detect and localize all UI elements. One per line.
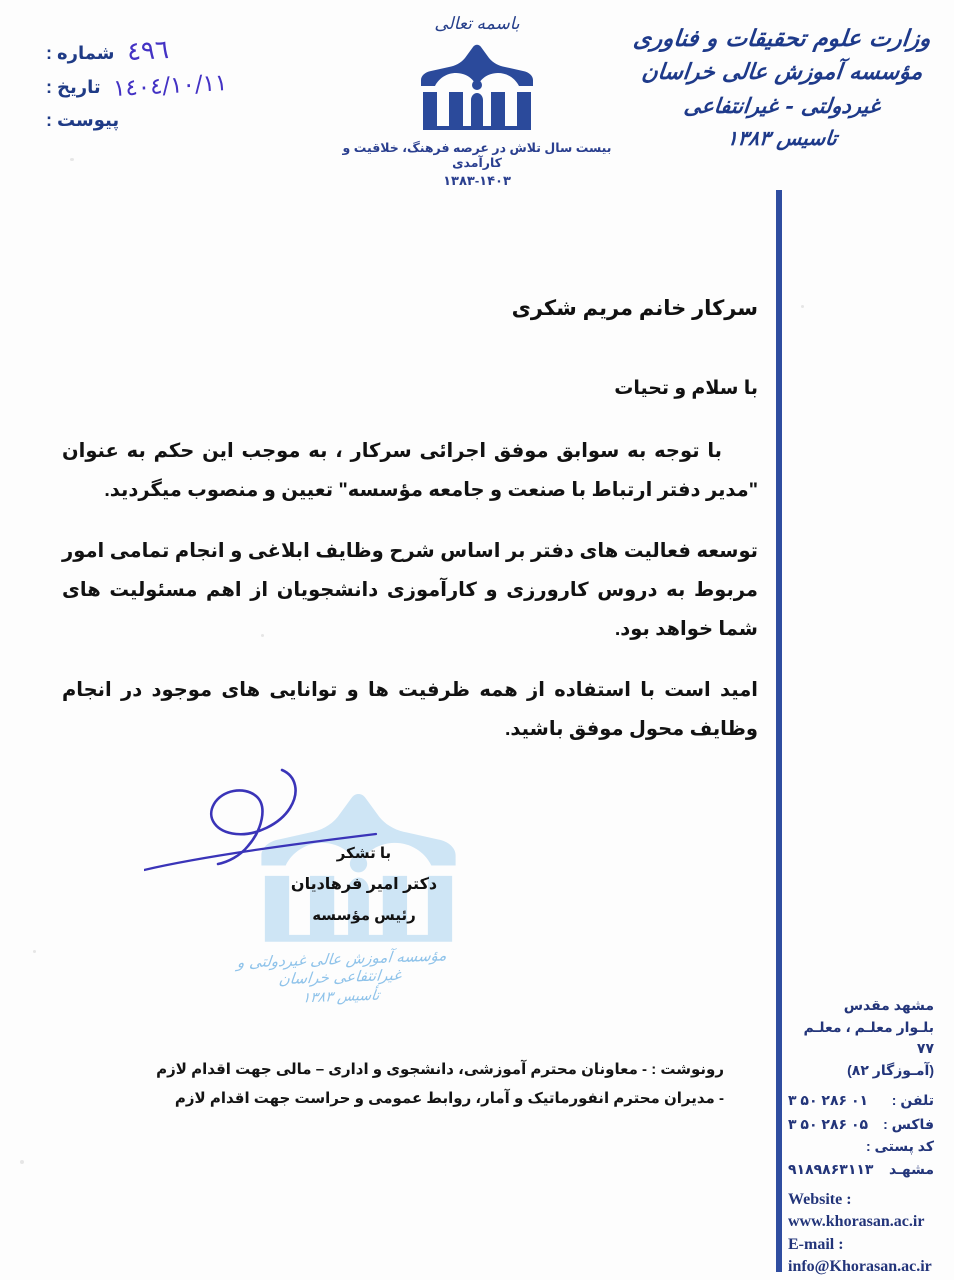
official-stamp	[206, 946, 476, 1007]
footer-fax-value: ۳ ۵۰ ۲۸۶ ۰۵	[788, 1115, 869, 1132]
footer-postal-label: کد پستی :	[865, 1138, 934, 1155]
footer-postal-value: ۹۱۸۹۸۶۳۱۱۳	[788, 1161, 874, 1178]
cc-line-1: رونوشت : - معاونان محترم آموزشی، دانشجوی و اداری – مالی جهت اقدام لازم	[156, 1061, 724, 1078]
letterhead-institute: مؤسسه آموزش عالی خراسان	[640, 59, 924, 86]
signature-closing: با تشکر	[336, 845, 392, 862]
meta-row-attachment	[46, 110, 266, 147]
cc-line-2: - مدیران محترم انفورماتیک و آمار، روابط عمومی و حراست جهت اقدام لازم	[174, 1089, 724, 1107]
letter-number-value: ٤٩٦	[125, 34, 170, 68]
greeting-line: با سلام و تحیات	[614, 378, 758, 399]
meta-row-date	[46, 70, 266, 110]
signature-block	[154, 762, 484, 1012]
letterhead-founded: تاسیس ۱۳۸۳	[725, 125, 839, 150]
footer-address-line-2: (آمـوزگار ۸۲)	[847, 1062, 934, 1079]
footer-website-label: Website :	[788, 1190, 852, 1208]
stamp-founded-year: تأسیس ۱۳۸۳	[301, 987, 381, 1007]
signer-title: رئیس مؤسسه	[312, 907, 416, 924]
footer-spacer	[788, 1082, 934, 1089]
institute-logo-icon	[415, 36, 539, 132]
footer-postal-row	[788, 1158, 934, 1182]
meta-row-number	[46, 36, 266, 73]
recipient-name: سرکار خانم مریم شکری	[511, 297, 758, 320]
body-paragraph-2: توسعه فعالیت های دفتر بر اساس شرح وظایف ابلاغی و انجام تمامی امور مربوط به دروس کارورزی و کارآموزی دانشجویان از اهم مسئولیت های شما خواهد بود.	[62, 540, 758, 640]
basmala-text: باسمه تعالی	[434, 14, 520, 33]
distribution-list	[156, 1056, 724, 1113]
anniversary-slogan: بیست سال تلاش در عرصه فرهنگ، خلاقیت و کارآمدی	[342, 141, 612, 170]
footer-city: مشهد مقدس	[843, 997, 934, 1013]
footer-email-value[interactable]: info@Khorasan.ac.ir	[788, 1258, 932, 1275]
letterhead-ministry: وزارت علوم تحقیقات و فناوری	[631, 25, 933, 52]
scan-speck	[801, 305, 804, 308]
ministry-letterhead	[632, 22, 932, 153]
footer-phone-value: ۳ ۵۰ ۲۸۶ ۰۱	[788, 1091, 869, 1108]
signer-name: دکتر امیر فرهادیان	[290, 876, 438, 893]
scan-speck	[70, 158, 74, 161]
scan-speck	[261, 634, 264, 637]
footer-address-line-1: بلـوار معلـم ، معلـم ۷۷	[803, 1018, 934, 1057]
body-paragraph-3: امید است با استفاده از همه ظرفیت ها و توانایی های موجود در انجام وظایف محول موفق باشید.	[62, 679, 758, 740]
contact-footer	[788, 995, 934, 1278]
footer-website-value[interactable]: www.khorasan.ac.ir	[788, 1213, 925, 1231]
footer-postal-city: مشهـد	[888, 1161, 934, 1178]
footer-fax-row	[788, 1113, 934, 1137]
signature-text-block	[274, 844, 454, 924]
letter-date-label: تاریخ :	[46, 77, 101, 97]
letter-date-value: ١٤٠٤/١٠/١١	[112, 70, 228, 102]
body-paragraph-1: با توجه به سوابق موفق اجرائی سرکار ، به موجب این حکم به عنوان "مدیر دفتر ارتباط با صنعت و جامعه مؤسسه" تعیین و منصوب میگردید.	[62, 440, 758, 501]
scan-speck	[33, 950, 36, 953]
footer-email-label: E-mail :	[788, 1235, 844, 1253]
stamp-institute-name: مؤسسه آموزش عالی غیردولتی و غیرانتفاعی خراسان	[236, 946, 448, 989]
letter-body	[62, 296, 758, 771]
institute-logo-block	[327, 14, 627, 189]
footer-spacer-2	[788, 1182, 934, 1189]
anniversary-years: ۱۳۸۳-۱۴۰۳	[443, 173, 511, 188]
footer-phone-row	[788, 1089, 934, 1113]
letter-attachment-label: پیوست :	[46, 110, 120, 130]
letter-number-label: شماره :	[46, 43, 115, 63]
letterhead-status: غیردولتی - غیرانتفاعی	[682, 93, 882, 119]
vertical-divider-rule	[776, 190, 782, 1272]
scan-speck	[20, 1160, 24, 1164]
footer-fax-label: فاکس :	[883, 1115, 934, 1132]
letter-meta-fields	[46, 36, 266, 147]
footer-phone-label: تلفن :	[891, 1091, 934, 1108]
